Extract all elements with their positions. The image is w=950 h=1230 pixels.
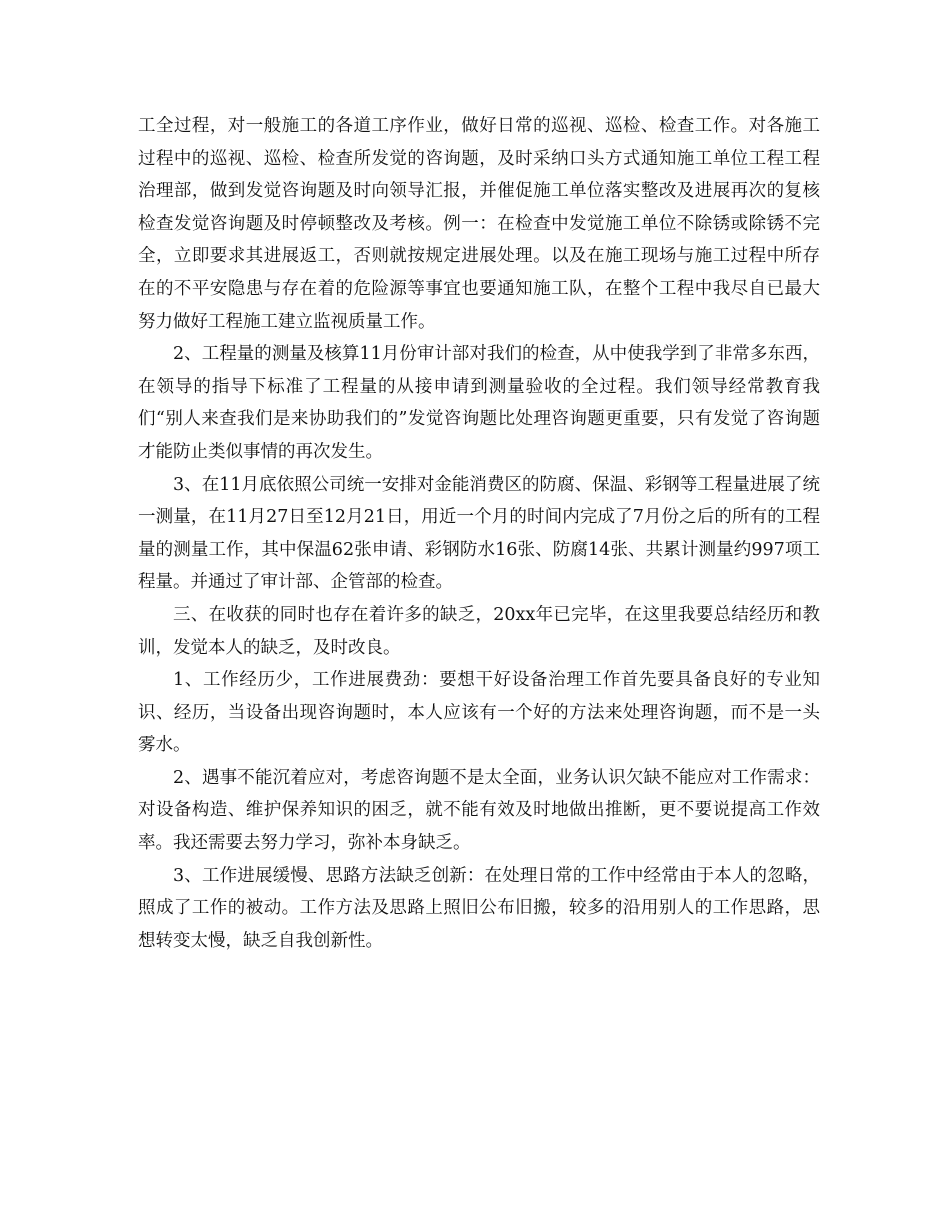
paragraph-6: 2、遇事不能沉着应对，考虑咨询题不是太全面，业务认识欠缺不能应对工作需求：对设备构造、维护保养知识的困乏，就不能有效及时地做出推断，更不要说提高工作效率。我还需要去努力学习，弥补本身缺乏。 [138,767,820,854]
paragraph-7: 3、工作进展缓慢、思路方法缺乏创新：在处理日常的工作中经常由于本人的忽略，照成了工作的被动。工作方法及思路上照旧公布旧搬，较多的沿用别人的工作思路，思想转变太慢，缺乏自我创新性。 [138,865,820,951]
paragraph-4: 三、在收获的同时也存在着许多的缺乏，20xx年已完毕，在这里我要总结经历和教训，发觉本人的缺乏，及时改良。 [138,604,820,658]
paragraph-5: 1、工作经历少，工作进展费劲：要想干好设备治理工作首先要具备良好的专业知识、经历，当设备出现咨询题时，本人应该有一个好的方法来处理咨询题，而不是一头雾水。 [138,670,820,756]
paragraph-3: 3、在11月底依照公司统一安排对金能消费区的防腐、保温、彩钢等工程量进展了统一测量，在11月27日至12月21日，用近一个月的时间内完成了7月份之后的所有的工程量的测量工作，其中保温62张申请、彩钢防水16张、防腐14张、共累计测量约997项工程量。并通过了审计部、企管部的检查。 [138,474,820,593]
paragraph-2: 2、工程量的测量及核算11月份审计部对我们的检查，从中使我学到了非常多东西，在领导的指导下标准了工程量的从接申请到测量验收的全过程。我们领导经常教育我们“别人来查我们是来协助我们的”发觉咨询题比处理咨询题更重要，只有发觉了咨询题才能防止类似事情的再次发生。 [138,344,820,462]
paragraph-1: 工全过程，对一般施工的各道工序作业，做好日常的巡视、巡检、检查工作。对各施工过程中的巡视、巡检、检查所发觉的咨询题，及时采纳口头方式通知施工单位工程工程治理部，做到发觉咨询题及时向领导汇报，并催促施工单位落实整改及进展再次的复核检查发觉咨询题及时停顿整改及考核。例一：在检查中发觉施工单位不除锈或除锈不完全，立即要求其进展返工，否则就按规定进展处理。以及在施工现场与施工过程中所存在的不平安隐患与存在着的危险源等事宜也要通知施工队，在整个工程中我尽自已最大努力做好工程施工建立监视质量工作。 [138,116,820,332]
